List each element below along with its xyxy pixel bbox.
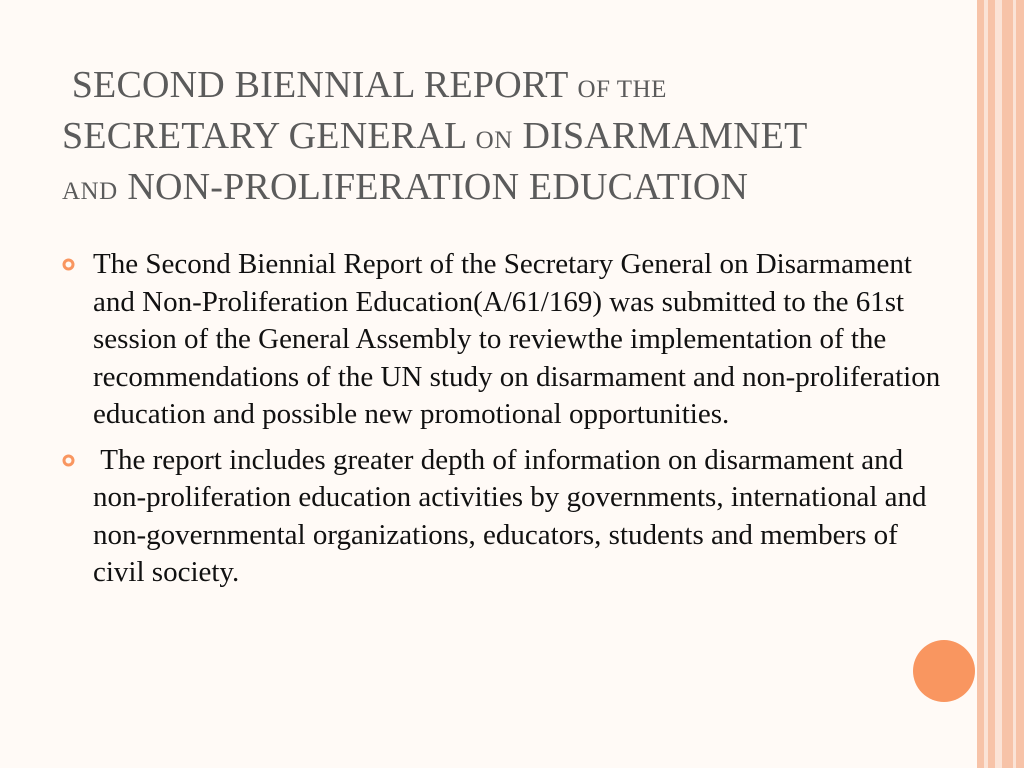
title-line-3 <box>62 164 952 215</box>
ring-bullet-icon <box>62 454 75 467</box>
bullet-item <box>62 442 952 592</box>
title-small-caps: OF THE <box>577 76 667 103</box>
title-small-caps: ON <box>475 127 513 154</box>
decorative-stripe <box>988 0 995 768</box>
title-text: SECOND BIENNIAL REPORT <box>71 64 568 106</box>
decorative-stripe <box>977 0 984 768</box>
decorative-circle <box>913 640 975 702</box>
title-text: DISARMAMNET <box>522 115 808 157</box>
title-line-2 <box>62 113 952 164</box>
decorative-stripe <box>1013 0 1016 768</box>
title-text: SECRETARY GENERAL <box>62 115 466 157</box>
bullet-text: The Second Biennial Report of the Secretary General on Disarmament and Non-Proliferation Education(A/61/169) was submitted to the 61st session of the General Assembly to reviewthe implementation of the recommendations of the UN study on disarmament and non-proliferation education and possible new promotional opportunities. <box>93 248 941 430</box>
decorative-stripe <box>995 0 1002 768</box>
bullet-item <box>62 246 952 434</box>
title-line-1 <box>62 62 952 113</box>
slide-title <box>62 62 952 215</box>
title-small-caps: AND <box>62 178 118 205</box>
bullet-list <box>62 246 952 600</box>
ring-bullet-icon <box>62 258 75 271</box>
bullet-text: The report includes greater depth of information on disarmament and non-proliferation education activities by governments, international and non-governmental organizations, educators, students and members of civil society. <box>93 443 934 588</box>
title-text: NON-PROLIFERATION EDUCATION <box>127 166 749 208</box>
